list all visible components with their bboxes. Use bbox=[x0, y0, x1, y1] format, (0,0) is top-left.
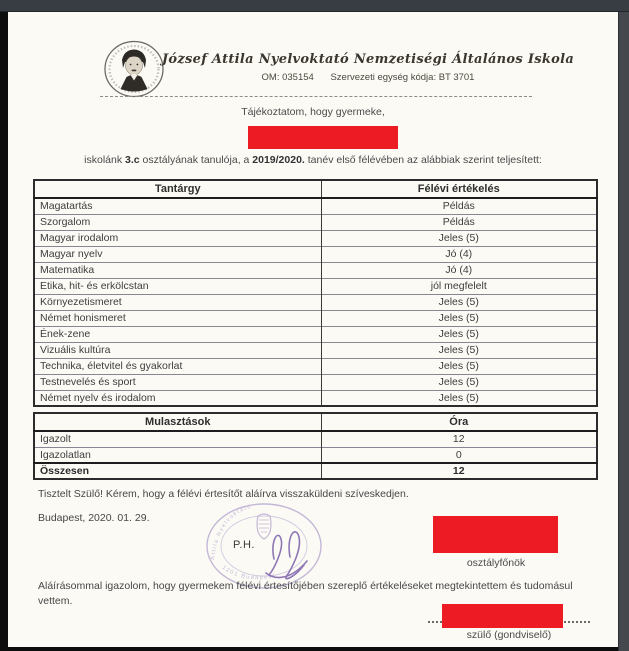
table-row bbox=[34, 246, 597, 262]
class-line-part1: iskolánk bbox=[84, 154, 126, 166]
school-name: József Attila Nyelvoktató Nemzetiségi Általános Iskola bbox=[161, 52, 575, 67]
absences-header-row bbox=[34, 413, 597, 431]
table-row bbox=[34, 214, 597, 230]
table-row-total bbox=[34, 463, 597, 479]
grade-cell: Jeles (5) bbox=[321, 358, 597, 374]
school-year: 2019/2020. bbox=[252, 154, 305, 166]
grades-header-subject: Tantárgy bbox=[34, 180, 321, 198]
grade-cell: Jeles (5) bbox=[321, 374, 597, 390]
subject-cell: Magatartás bbox=[34, 198, 321, 214]
absences-table bbox=[33, 412, 598, 480]
school-identifiers bbox=[138, 72, 598, 83]
subject-cell: Német nyelv és irodalom bbox=[34, 390, 321, 406]
subject-cell: Szorgalom bbox=[34, 214, 321, 230]
class-designation: 3.c bbox=[125, 154, 140, 166]
acknowledgement-line1: Aláírásommal igazolom, hogy gyermekem félévi értesítőjében szereplő értékeléseket megtekintettem és tudomásul bbox=[38, 580, 573, 592]
table-row bbox=[34, 431, 597, 447]
date-line: Budapest, 2020. 01. 29. bbox=[38, 512, 150, 524]
absence-type-cell: Összesen bbox=[34, 463, 321, 479]
acknowledgement-line2: vettem. bbox=[38, 595, 73, 607]
redaction-box-parent-name bbox=[442, 604, 563, 628]
class-line-part3: tanév első félévében az alábbiak szerint teljesített: bbox=[304, 154, 542, 166]
table-row bbox=[34, 278, 597, 294]
grade-cell: Jeles (5) bbox=[321, 230, 597, 246]
stamp-place-label: P.H. bbox=[233, 539, 255, 551]
document-page bbox=[8, 12, 618, 647]
grade-cell: Jeles (5) bbox=[321, 390, 597, 406]
table-row bbox=[34, 230, 597, 246]
absences-header-label: Mulasztások bbox=[34, 413, 321, 431]
school-logo-portrait-icon bbox=[103, 40, 165, 98]
header-divider bbox=[100, 96, 532, 97]
subject-cell: Technika, életvitel és gyakorlat bbox=[34, 358, 321, 374]
org-unit-code: Szervezeti egység kódja: BT 3701 bbox=[330, 72, 475, 83]
grade-cell: Jó (4) bbox=[321, 246, 597, 262]
grade-cell: Jeles (5) bbox=[321, 310, 597, 326]
redaction-box-student-name bbox=[248, 126, 398, 149]
grade-cell: jól megfelelt bbox=[321, 278, 597, 294]
class-year-line bbox=[8, 154, 618, 166]
grade-cell: Példás bbox=[321, 214, 597, 230]
absence-type-cell: Igazolt bbox=[34, 431, 321, 447]
table-row bbox=[34, 390, 597, 406]
subject-cell: Vizuális kultúra bbox=[34, 342, 321, 358]
absence-hours-cell: 0 bbox=[321, 447, 597, 463]
class-line-part2: osztályának tanulója, a bbox=[139, 154, 253, 166]
om-number: OM: 035154 bbox=[261, 72, 314, 83]
grades-header-grade: Félévi értékelés bbox=[321, 180, 597, 198]
handwritten-signature-icon bbox=[260, 515, 312, 583]
grades-header-row bbox=[34, 180, 597, 198]
parent-guardian-label: szülő (gondviselő) bbox=[466, 629, 552, 641]
class-teacher-label: osztályfőnök bbox=[466, 557, 526, 569]
table-row bbox=[34, 198, 597, 214]
absences-header-value: Óra bbox=[321, 413, 597, 431]
absence-type-cell: Igazolatlan bbox=[34, 447, 321, 463]
redaction-box-teacher-name bbox=[433, 516, 558, 553]
grade-cell: Példás bbox=[321, 198, 597, 214]
subject-cell: Környezetismeret bbox=[34, 294, 321, 310]
svg-text:Attila Nyelvoktató: Attila Nyelvoktató bbox=[210, 503, 253, 561]
svg-text:1201 Budapest: 1201 Budapest bbox=[220, 564, 277, 582]
table-row bbox=[34, 262, 597, 278]
grade-cell: Jeles (5) bbox=[321, 326, 597, 342]
table-row bbox=[34, 310, 597, 326]
table-row bbox=[34, 374, 597, 390]
table-row bbox=[34, 358, 597, 374]
subject-cell: Magyar nyelv bbox=[34, 246, 321, 262]
scan-top-border bbox=[0, 0, 629, 12]
subject-cell: Etika, hit- és erkölcstan bbox=[34, 278, 321, 294]
notify-line: Tájékoztatom, hogy gyermeke, bbox=[241, 106, 385, 118]
subject-cell: Magyar irodalom bbox=[34, 230, 321, 246]
scan-right-border bbox=[618, 0, 629, 651]
grade-cell: Jeles (5) bbox=[321, 294, 597, 310]
table-row bbox=[34, 447, 597, 463]
grade-cell: Jó (4) bbox=[321, 262, 597, 278]
subject-cell: Testnevelés és sport bbox=[34, 374, 321, 390]
grade-cell: Jeles (5) bbox=[321, 342, 597, 358]
table-row bbox=[34, 342, 597, 358]
subject-cell: Ének-zene bbox=[34, 326, 321, 342]
grades-table bbox=[33, 179, 598, 407]
absence-hours-cell: 12 bbox=[321, 431, 597, 447]
table-row bbox=[34, 326, 597, 342]
table-row bbox=[34, 294, 597, 310]
subject-cell: Német honismeret bbox=[34, 310, 321, 326]
absence-hours-cell: 12 bbox=[321, 463, 597, 479]
return-request-line: Tisztelt Szülő! Kérem, hogy a félévi értesítőt aláírva visszaküldeni szíveskedjen. bbox=[38, 488, 409, 500]
subject-cell: Matematika bbox=[34, 262, 321, 278]
